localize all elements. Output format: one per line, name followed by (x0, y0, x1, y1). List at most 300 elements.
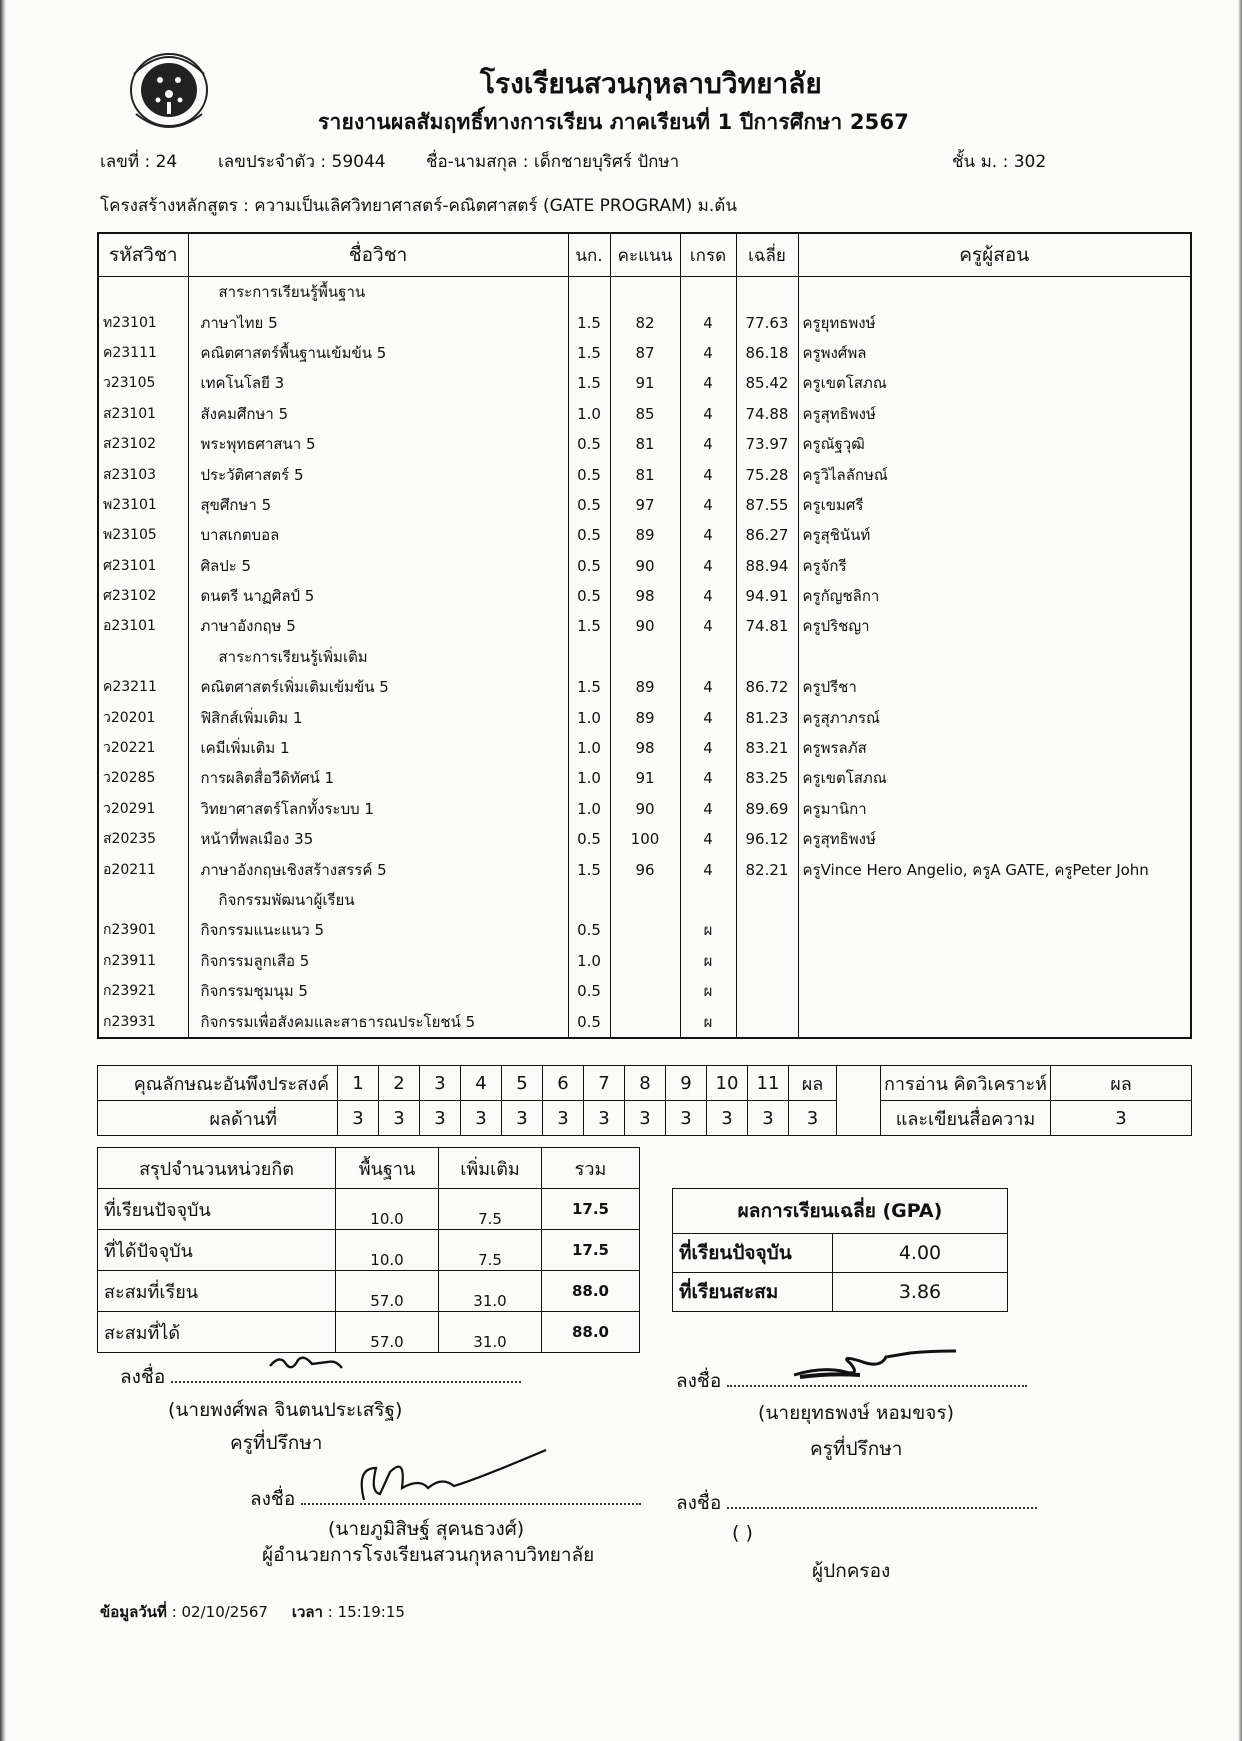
trait-number: 1 (338, 1066, 379, 1101)
credit-basic: 57.0 (336, 1312, 439, 1353)
sign-label: ลงชื่อ (676, 1370, 722, 1392)
credit-basic: 10.0 (336, 1230, 439, 1271)
reading-label-2: และเขียนสื่อความ (881, 1101, 1051, 1136)
time-value: : 15:19:15 (322, 1603, 405, 1621)
subject-name: กิจกรรมเพื่อสังคมและสาธารณประโยชน์ 5 (188, 1006, 568, 1037)
subject-average: 83.25 (736, 763, 798, 793)
signature-dots (727, 1507, 1037, 1509)
subject-credit: 1.0 (568, 794, 610, 824)
subject-grade: 4 (680, 490, 736, 520)
subject-grade: 4 (680, 672, 736, 702)
subject-name: กิจกรรมชุมนุม 5 (188, 976, 568, 1006)
subject-score: 90 (610, 611, 680, 641)
gpa-cumulative-label: ที่เรียนสะสม (673, 1273, 833, 1312)
subject-credit: 0.5 (568, 915, 610, 945)
advisor2-name: (นายยุทธพงษ์ หอมขจร) (758, 1402, 955, 1424)
subject-grade: ผ (680, 915, 736, 945)
trait-number: 3 (420, 1066, 461, 1101)
subject-code: ส23101 (98, 399, 188, 429)
subject-code: ว20221 (98, 733, 188, 763)
sign-label: ลงชื่อ (676, 1492, 722, 1514)
section-row (98, 277, 1191, 308)
advisor1-name: (นายพงศ์พล จินตนประเสริฐ) (168, 1399, 403, 1421)
trait-number: 2 (379, 1066, 420, 1101)
section-row (98, 885, 1191, 915)
subject-average (736, 915, 798, 945)
section-row (98, 642, 1191, 672)
header-average: เฉลี่ย (736, 233, 798, 277)
empty-cell (736, 642, 798, 672)
subject-grade: 4 (680, 520, 736, 550)
subject-grade: 4 (680, 824, 736, 854)
subject-name: ภาษาอังกฤษ 5 (188, 611, 568, 641)
credit-extra: 7.5 (439, 1189, 542, 1230)
subject-credit: 1.0 (568, 763, 610, 793)
empty-cell (680, 885, 736, 915)
trait-result: 3 (543, 1101, 584, 1136)
subject-score: 91 (610, 763, 680, 793)
traits-result-row (98, 1101, 1192, 1136)
table-row (98, 915, 1191, 945)
subject-credit: 0.5 (568, 459, 610, 489)
section-title: สาระการเรียนรู้เพิ่มเติม (188, 642, 568, 672)
table-row (98, 1006, 1191, 1037)
sign-label: ลงชื่อ (120, 1366, 166, 1388)
subject-credit: 0.5 (568, 551, 610, 581)
trait-result: 3 (748, 1101, 789, 1136)
subject-teacher: ครูมานิกา (798, 794, 1191, 824)
table-row (98, 520, 1191, 550)
subject-name: สุขศึกษา 5 (188, 490, 568, 520)
grades-body (98, 277, 1191, 1038)
footer-timestamp (100, 1600, 405, 1624)
subject-code: ว20291 (98, 794, 188, 824)
report-title: รายงานผลสัมฤทธิ์ทางการเรียน ภาคเรียนที่ 1 ปีการศึกษา 2567 (318, 110, 910, 134)
table-row (98, 368, 1191, 398)
subject-credit: 1.5 (568, 368, 610, 398)
subject-score: 81 (610, 429, 680, 459)
trait-result: 3 (420, 1101, 461, 1136)
subject-average: 81.23 (736, 702, 798, 732)
section-title: สาระการเรียนรู้พื้นฐาน (188, 277, 568, 308)
subject-name: ศิลปะ 5 (188, 551, 568, 581)
subject-name: สังคมศึกษา 5 (188, 399, 568, 429)
subject-credit: 0.5 (568, 520, 610, 550)
subject-name: ภาษาอังกฤษเชิงสร้างสรรค์ 5 (188, 854, 568, 884)
section-code-cell (98, 642, 188, 672)
subject-average: 74.88 (736, 399, 798, 429)
empty-cell (610, 885, 680, 915)
subject-code: ก23901 (98, 915, 188, 945)
subject-average: 88.94 (736, 551, 798, 581)
director-role: ผู้อำนวยการโรงเรียนสวนกุหลาบวิทยาลัย (262, 1544, 595, 1566)
section-title: กิจกรรมพัฒนาผู้เรียน (188, 885, 568, 915)
subject-teacher: ครูสุชินันท์ (798, 520, 1191, 550)
gpa-cumulative-value: 3.86 (833, 1273, 1008, 1312)
header-grade: เกรด (680, 233, 736, 277)
advisor1-role: ครูที่ปรึกษา (230, 1432, 323, 1454)
table-row (98, 459, 1191, 489)
subject-average: 86.72 (736, 672, 798, 702)
subject-code: ค23211 (98, 672, 188, 702)
subject-credit: 0.5 (568, 581, 610, 611)
credit-total: 17.5 (542, 1230, 640, 1271)
credit-basic: 57.0 (336, 1271, 439, 1312)
subject-teacher: ครูจักรี (798, 551, 1191, 581)
subject-name: กิจกรรมลูกเสือ 5 (188, 946, 568, 976)
subject-grade: ผ (680, 1006, 736, 1037)
table-row (98, 733, 1191, 763)
parent-sign-line (676, 1488, 1037, 1518)
trait-result: 3 (707, 1101, 748, 1136)
subject-grade: 4 (680, 581, 736, 611)
subject-name: ภาษาไทย 5 (188, 307, 568, 337)
subject-average: 87.55 (736, 490, 798, 520)
subject-grade: 4 (680, 307, 736, 337)
credit-total: 17.5 (542, 1189, 640, 1230)
credit-basic: 10.0 (336, 1189, 439, 1230)
trait-number: 6 (543, 1066, 584, 1101)
subject-code: อ20211 (98, 854, 188, 884)
subject-name: พระพุทธศาสนา 5 (188, 429, 568, 459)
time-label: เวลา (291, 1603, 323, 1621)
subject-code: ส20235 (98, 824, 188, 854)
subject-average: 77.63 (736, 307, 798, 337)
subject-teacher: ครูสุทธิพงษ์ (798, 824, 1191, 854)
scan-edge-right (1238, 0, 1242, 1741)
reading-label-1: การอ่าน คิดวิเคราะห์ (881, 1066, 1051, 1101)
trait-result: 3 (502, 1101, 543, 1136)
subject-score: 82 (610, 307, 680, 337)
subject-average: 82.21 (736, 854, 798, 884)
trait-result: 3 (625, 1101, 666, 1136)
subject-code: ว20201 (98, 702, 188, 732)
table-row (98, 854, 1191, 884)
subject-name: การผลิตสื่อวีดิทัศน์ 1 (188, 763, 568, 793)
student-number: เลขที่ : 24 (100, 152, 178, 172)
subject-grade: 4 (680, 429, 736, 459)
credit-extra: 31.0 (439, 1312, 542, 1353)
trait-result: 3 (584, 1101, 625, 1136)
subject-name: คณิตศาสตร์พื้นฐานเข้มข้น 5 (188, 338, 568, 368)
traits-result-label: ผลด้านที่ (98, 1101, 338, 1136)
credit-label: สะสมที่ได้ (98, 1312, 336, 1353)
subject-grade: ผ (680, 946, 736, 976)
parent-name: ( ) (732, 1522, 753, 1544)
subject-teacher: ครูสุทธิพงษ์ (798, 399, 1191, 429)
subject-teacher: ครูVince Hero Angelio, ครูA GATE, ครูPeter John (798, 854, 1191, 884)
subject-grade: 4 (680, 794, 736, 824)
credit-label: ที่เรียนปัจจุบัน (98, 1189, 336, 1230)
subject-name: หน้าที่พลเมือง 35 (188, 824, 568, 854)
subject-grade: 4 (680, 733, 736, 763)
student-name: ชื่อ-นามสกุล : เด็กชายบุริศร์ ปักษา (426, 152, 680, 172)
trait-number: 5 (502, 1066, 543, 1101)
empty-cell (568, 642, 610, 672)
table-row (98, 672, 1191, 702)
subject-average (736, 1006, 798, 1037)
subject-name: ฟิสิกส์เพิ่มเติม 1 (188, 702, 568, 732)
subject-name: บาสเกตบอล (188, 520, 568, 550)
subject-credit: 1.5 (568, 338, 610, 368)
header-score: คะแนน (610, 233, 680, 277)
subject-score: 97 (610, 490, 680, 520)
empty-cell (798, 885, 1191, 915)
section-code-cell (98, 885, 188, 915)
table-row (98, 338, 1191, 368)
subject-grade: 4 (680, 763, 736, 793)
trait-result: 3 (379, 1101, 420, 1136)
credits-header-basic: พื้นฐาน (336, 1148, 439, 1189)
traits-table (97, 1065, 1192, 1136)
subject-teacher: ครูพงศ์พล (798, 338, 1191, 368)
subject-name: กิจกรรมแนะแนว 5 (188, 915, 568, 945)
traits-total-value: 3 (789, 1101, 837, 1136)
trait-number: 4 (461, 1066, 502, 1101)
subject-name: เทคโนโลยี 3 (188, 368, 568, 398)
credits-table (97, 1147, 640, 1353)
trait-number: 9 (666, 1066, 707, 1101)
subject-score (610, 976, 680, 1006)
subject-credit: 1.0 (568, 733, 610, 763)
subject-teacher: ครูปรีชา (798, 672, 1191, 702)
subject-teacher (798, 946, 1191, 976)
traits-total-header: ผล (789, 1066, 837, 1101)
subject-code: พ23101 (98, 490, 188, 520)
subject-score (610, 1006, 680, 1037)
subject-score: 96 (610, 854, 680, 884)
empty-cell (568, 277, 610, 308)
subject-average: 75.28 (736, 459, 798, 489)
traits-gap (837, 1066, 881, 1101)
table-row (98, 946, 1191, 976)
subject-credit: 1.5 (568, 611, 610, 641)
table-row (98, 429, 1191, 459)
subject-average: 94.91 (736, 581, 798, 611)
parent-role: ผู้ปกครอง (812, 1560, 891, 1582)
header-code: รหัสวิชา (98, 233, 188, 277)
table-row (98, 1312, 640, 1353)
credit-extra: 7.5 (439, 1230, 542, 1271)
subject-grade: 4 (680, 702, 736, 732)
subject-teacher: ครูเขตโสภณ (798, 368, 1191, 398)
subject-name: เคมีเพิ่มเติม 1 (188, 733, 568, 763)
table-row (98, 611, 1191, 641)
subject-code: ว23105 (98, 368, 188, 398)
subject-code: พ23105 (98, 520, 188, 550)
grades-table (97, 232, 1192, 1039)
subject-credit: 1.0 (568, 946, 610, 976)
subject-name: วิทยาศาสตร์โลกทั้งระบบ 1 (188, 794, 568, 824)
subject-average: 86.18 (736, 338, 798, 368)
trait-number: 11 (748, 1066, 789, 1101)
gpa-title: ผลการเรียนเฉลี่ย (GPA) (673, 1189, 1008, 1234)
credits-header-row (98, 1148, 640, 1189)
header-subject: ชื่อวิชา (188, 233, 568, 277)
table-row (98, 976, 1191, 1006)
header-teacher: ครูผู้สอน (798, 233, 1191, 277)
traits-label: คุณลักษณะอันพึงประสงค์ (98, 1066, 338, 1101)
empty-cell (568, 885, 610, 915)
subject-average: 74.81 (736, 611, 798, 641)
subject-teacher: ครูวิไลลักษณ์ (798, 459, 1191, 489)
subject-teacher: ครูพรลภัส (798, 733, 1191, 763)
subject-code: อ23101 (98, 611, 188, 641)
signature-dots (727, 1385, 1027, 1387)
subject-code: ก23911 (98, 946, 188, 976)
credits-header-label: สรุปจำนวนหน่วยกิต (98, 1148, 336, 1189)
reading-header: ผล (1051, 1066, 1192, 1101)
school-seal-logo (120, 44, 218, 132)
sign-label: ลงชื่อ (250, 1488, 296, 1510)
subject-score (610, 946, 680, 976)
trait-number: 10 (707, 1066, 748, 1101)
subject-average: 96.12 (736, 824, 798, 854)
subject-credit: 0.5 (568, 1006, 610, 1037)
credits-header-total: รวม (542, 1148, 640, 1189)
subject-average: 73.97 (736, 429, 798, 459)
credit-total: 88.0 (542, 1271, 640, 1312)
subject-score: 89 (610, 672, 680, 702)
subject-code: ส23103 (98, 459, 188, 489)
subject-score: 81 (610, 459, 680, 489)
credit-label: ที่ได้ปัจจุบัน (98, 1230, 336, 1271)
gpa-table (672, 1188, 1008, 1312)
subject-credit: 1.5 (568, 307, 610, 337)
subject-grade: 4 (680, 338, 736, 368)
subject-teacher (798, 976, 1191, 1006)
subject-average (736, 946, 798, 976)
table-row (98, 1271, 640, 1312)
subject-code: ก23931 (98, 1006, 188, 1037)
subject-code: ศ23102 (98, 581, 188, 611)
table-row (98, 490, 1191, 520)
table-row (98, 581, 1191, 611)
subject-credit: 1.0 (568, 399, 610, 429)
trait-result: 3 (666, 1101, 707, 1136)
subject-code: ว20285 (98, 763, 188, 793)
subject-score: 87 (610, 338, 680, 368)
section-code-cell (98, 277, 188, 308)
advisor2-signature (790, 1345, 960, 1385)
empty-cell (798, 277, 1191, 308)
subject-average: 83.21 (736, 733, 798, 763)
subject-grade: 4 (680, 399, 736, 429)
subject-credit: 0.5 (568, 429, 610, 459)
traits-gap (837, 1101, 881, 1136)
trait-number: 7 (584, 1066, 625, 1101)
trait-result: 3 (461, 1101, 502, 1136)
subject-grade: 4 (680, 459, 736, 489)
subject-credit: 0.5 (568, 490, 610, 520)
subject-code: ส23102 (98, 429, 188, 459)
empty-cell (610, 277, 680, 308)
empty-cell (798, 642, 1191, 672)
traits-number-row (98, 1066, 1192, 1101)
subject-name: ประวัติศาสตร์ 5 (188, 459, 568, 489)
subject-average: 86.27 (736, 520, 798, 550)
trait-result: 3 (338, 1101, 379, 1136)
subject-teacher (798, 1006, 1191, 1037)
subject-teacher: ครูกัญชลิกา (798, 581, 1191, 611)
subject-score: 89 (610, 520, 680, 550)
subject-teacher: ครูเขมศรี (798, 490, 1191, 520)
gpa-current-label: ที่เรียนปัจจุบัน (673, 1234, 833, 1273)
table-row (98, 824, 1191, 854)
date-label: ข้อมูลวันที่ (100, 1603, 167, 1621)
empty-cell (680, 277, 736, 308)
empty-cell (610, 642, 680, 672)
subject-teacher: ครูปริชญา (798, 611, 1191, 641)
subject-score: 98 (610, 581, 680, 611)
subject-score: 85 (610, 399, 680, 429)
table-row (98, 702, 1191, 732)
subject-teacher (798, 915, 1191, 945)
subject-code: ศ23101 (98, 551, 188, 581)
credits-header-extra: เพิ่มเติม (439, 1148, 542, 1189)
subject-score: 100 (610, 824, 680, 854)
empty-cell (680, 642, 736, 672)
subject-teacher: ครูยุทธพงษ์ (798, 307, 1191, 337)
subject-credit: 1.5 (568, 854, 610, 884)
table-row (98, 763, 1191, 793)
subject-credit: 1.0 (568, 702, 610, 732)
date-value: : 02/10/2567 (166, 1603, 268, 1621)
subject-grade: 4 (680, 854, 736, 884)
subject-score: 98 (610, 733, 680, 763)
subject-teacher: ครูณัฐวุฒิ (798, 429, 1191, 459)
grades-header-row (98, 233, 1191, 277)
table-row (98, 399, 1191, 429)
curriculum: โครงสร้างหลักสูตร : ความเป็นเลิศวิทยาศาสตร์-คณิตศาสตร์ (GATE PROGRAM) ม.ต้น (100, 196, 737, 216)
subject-code: ค23111 (98, 338, 188, 368)
subject-average: 85.42 (736, 368, 798, 398)
subject-code: ท23101 (98, 307, 188, 337)
table-row (98, 1230, 640, 1271)
subject-average (736, 976, 798, 1006)
trait-number: 8 (625, 1066, 666, 1101)
subject-score (610, 915, 680, 945)
subject-grade: 4 (680, 551, 736, 581)
subject-score: 90 (610, 794, 680, 824)
credit-total: 88.0 (542, 1312, 640, 1353)
subject-name: คณิตศาสตร์เพิ่มเติมเข้มข้น 5 (188, 672, 568, 702)
director-name: (นายภูมิสิษฐ์ สุคนธวงศ์) (328, 1518, 525, 1540)
table-row (98, 794, 1191, 824)
advisor2-role: ครูที่ปรึกษา (810, 1438, 903, 1460)
gpa-current-value: 4.00 (833, 1234, 1008, 1273)
scan-edge-left (0, 0, 6, 1741)
subject-credit: 0.5 (568, 976, 610, 1006)
signature-dots (171, 1381, 521, 1383)
credits-body (98, 1189, 640, 1353)
table-row (98, 1189, 640, 1230)
subject-average: 89.69 (736, 794, 798, 824)
reading-value: 3 (1051, 1101, 1192, 1136)
empty-cell (736, 277, 798, 308)
table-row (98, 307, 1191, 337)
credit-extra: 31.0 (439, 1271, 542, 1312)
director-signature (350, 1448, 550, 1508)
subject-grade: 4 (680, 368, 736, 398)
subject-grade: ผ (680, 976, 736, 1006)
credit-label: สะสมที่เรียน (98, 1271, 336, 1312)
subject-grade: 4 (680, 611, 736, 641)
table-row (98, 551, 1191, 581)
subject-score: 90 (610, 551, 680, 581)
subject-credit: 1.5 (568, 672, 610, 702)
student-id: เลขประจำตัว : 59044 (218, 152, 386, 172)
